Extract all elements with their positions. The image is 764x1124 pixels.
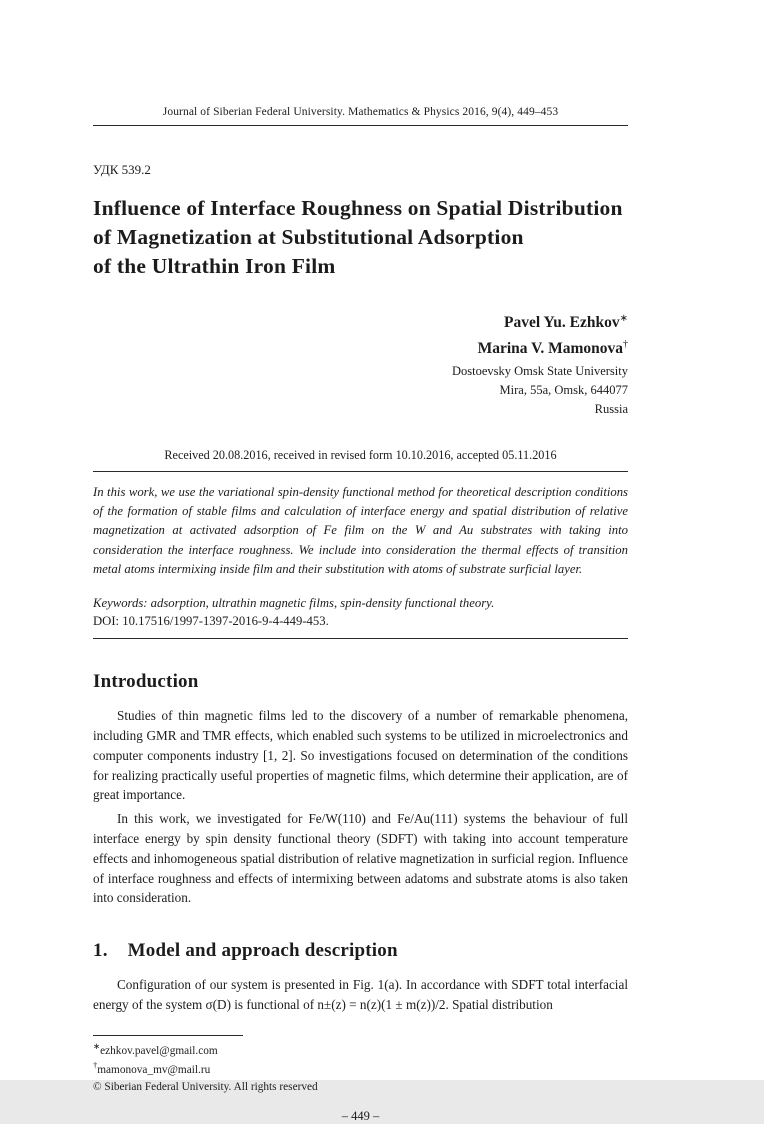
author-name — [93, 336, 628, 362]
footnote-email-2 — [93, 1059, 628, 1079]
author-2: Marina V. Mamonova — [477, 339, 623, 357]
affiliation-university: Dostoevsky Omsk State University — [451, 363, 628, 378]
journal-header: Journal of Siberian Federal University. Mathematics & Physics 2016, 9(4), 449–453 — [93, 106, 628, 126]
footnotes-block — [93, 1035, 628, 1096]
author-name — [93, 310, 628, 336]
footnote-email-1 — [93, 1040, 628, 1060]
abstract-bottom-rule — [93, 638, 628, 639]
footnote-copyright — [93, 1079, 628, 1096]
footnote-1-marker: ∗ — [93, 1040, 101, 1051]
affiliation-country: Russia — [594, 402, 628, 417]
section-heading-introduction: Introduction — [93, 671, 199, 693]
keywords-line: Keywords: adsorption, ultrathin magnetic films, spin-density functional theory. — [93, 596, 495, 611]
author-1-footnote-marker: ∗ — [619, 313, 628, 325]
author-2-footnote-marker: † — [623, 338, 628, 350]
paper-title-line-2: of Magnetization at Substitutional Adsorption — [93, 224, 524, 249]
page-number: – 449 – — [341, 1109, 380, 1124]
footnote-copyright-text: Siberian Federal University. All rights reserved — [104, 1081, 318, 1094]
introduction-paragraph-1: Studies of thin magnetic films led to the discovery of a number of remarkable phenomena, including GMR and TMR effects, which enabled such systems to be utilized in microelectronics and computer components industry [1, 2]. So investigations focused on determination of the conditions for realizing practically useful properties of magnetic films, which determine their application, are of great importance. — [93, 708, 628, 803]
paper-title-line-3: of the Ultrathin Iron Film — [93, 253, 336, 278]
udk-classification: УДК 539.2 — [93, 162, 151, 177]
section-heading-model — [93, 940, 628, 962]
model-paragraph-1: Configuration of our system is presented in Fig. 1(a). In accordance with SDFT total interfacial energy of the system σ(D) is functional of n±(z) = n(z)(1 ± m(z))/2. Spatial distribution — [93, 977, 628, 1012]
author-1: Pavel Yu. Ezhkov — [504, 314, 620, 332]
footnote-1-text: ezhkov.pavel@gmail.com — [100, 1044, 218, 1057]
doi-line: DOI: 10.17516/1997-1397-2016-9-4-449-453. — [93, 614, 329, 629]
affiliation-address: Mira, 55a, Omsk, 644077 — [499, 382, 628, 397]
footnote-rule — [93, 1035, 243, 1036]
abstract-text: In this work, we use the variational spin-density functional method for theoretical description conditions of the formation of stable films and calculation of interface energy and spatial distribution of relative magnetization at activated adsorption of Fe film on the W and Au substrates with taking into consideration the interface roughness. We include into consideration the thermal effects of transition metal atoms intermixing inside film and their substitution with atoms of substrate surficial layer. — [93, 484, 628, 576]
affiliation-block — [93, 362, 628, 420]
introduction-paragraph-2: In this work, we investigated for Fe/W(110) and Fe/Au(111) systems the behaviour of full interface energy by spin density functional theory (SDFT) with taking into account temperature effects and inhomogeneous spatial distribution of relative magnetization in surficial region. Influence of interface roughness and effects of intermixing between adatoms and substrate atoms is also taken into consideration. — [93, 811, 628, 906]
copyright-icon: © — [93, 1081, 102, 1094]
received-dates: Received 20.08.2016, received in revised form 10.10.2016, accepted 05.11.2016 — [93, 448, 628, 472]
footnote-2-marker: † — [93, 1060, 98, 1071]
section-number: 1. — [93, 940, 108, 962]
paper-title-line-1: Influence of Interface Roughness on Spatial Distribution — [93, 196, 623, 220]
section-title: Model and approach description — [127, 940, 398, 962]
paper-title — [93, 194, 628, 280]
footnote-2-text: mamonova_mv@mail.ru — [97, 1064, 211, 1077]
authors-block — [93, 310, 628, 419]
